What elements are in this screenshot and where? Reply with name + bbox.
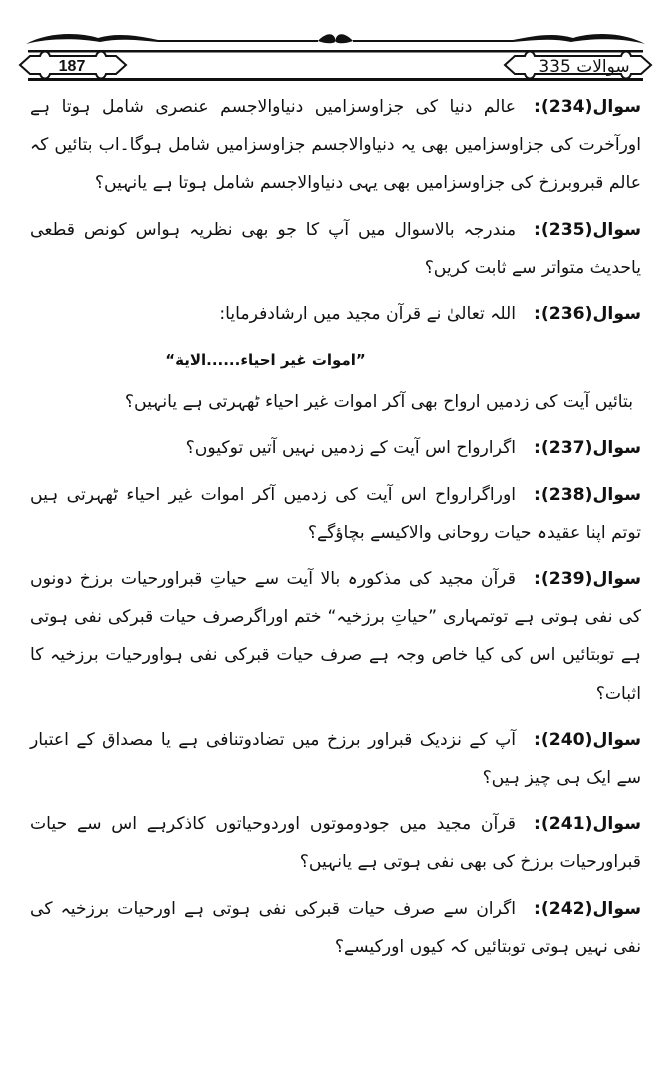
question-text: اگران سے صرف حیات قبرکی نفی ہوتی ہے اورحیات برزخیہ کی نفی نہیں ہوتی توبتائیں کہ کیوں اورکیسے؟ (30, 898, 641, 957)
question-238 (30, 476, 641, 552)
page-header (18, 30, 653, 86)
question-text: اگرارواح اس آیت کے زدمیں نہیں آتیں توکیوں؟ (185, 438, 517, 459)
question-text: مندرجہ بالاسوال میں آپ کا جو بھی نظریہ ہواس کونص قطعی یاحدیث متواتر سے ثابت کریں؟ (30, 219, 641, 278)
question-236-continuation: بتائیں آیت کی زدمیں ارواح بھی آکر اموات غیر احیاء ٹھہرتی ہے یانہیں؟ (124, 392, 633, 413)
question-236 (30, 295, 641, 333)
question-240 (30, 721, 641, 797)
ornament-swirl-right (353, 34, 645, 44)
question-label: سوال(235): (534, 219, 641, 240)
ornament-swirl-left (26, 34, 318, 44)
running-title: 335 سوالات (538, 57, 630, 77)
question-242 (30, 890, 641, 966)
question-label: سوال(237): (534, 438, 641, 459)
question-239 (30, 560, 641, 713)
question-237 (30, 429, 641, 467)
question-text: قرآن مجید میں جودوموتوں اوردوحیاتوں کاذکرہے اس سے حیات قبراورحیات برزخ کی بھی نفی ہوتی ہے یانہیں؟ (30, 814, 641, 873)
question-text: عالم دنیا کی جزاوسزامیں دنیاوالاجسم عنصری شامل ہوتا ہے اورآخرت کی جزاوسزامیں بھی یہ دنیاوالاجسم جزاوسزامیں شامل ہوگا۔اب بتائیں کہ عالم قبروبرزخ کی جزاوسزامیں بھی یہی دنیاوالاجسم شامل ہوتا ہے یانہیں؟ (30, 97, 641, 194)
question-label: سوال(236): (534, 304, 641, 325)
question-text: اوراگرارواح اس آیت کی زدمیں آکر اموات غیر احیاء ٹھہرتی ہیں توتم اپنا عقیدہ حیات روحانی والاکیسے بچاؤگے؟ (30, 484, 641, 543)
question-text: اللہ تعالیٰ نے قرآن مجید میں ارشادفرمایا: (219, 304, 517, 325)
question-label: سوال(240): (534, 729, 641, 750)
ornament-center (318, 34, 353, 43)
question-label: سوال(234): (534, 97, 641, 117)
question-label: سوال(241): (534, 814, 641, 835)
question-label: سوال(242): (534, 898, 641, 919)
verse-quote: ”اموات غیر احیاء......الایة“ (165, 351, 366, 370)
question-235 (30, 211, 641, 287)
question-234 (30, 88, 641, 203)
page-body (30, 88, 641, 974)
question-text: قرآن مجید کی مذکورہ بالا آیت سے حیاتِ قبراورحیات برزخ دونوں کی نفی ہوتی ہے توتمہاری ”حیاتِ برزخیہ“ ختم اوراگرصرف حیات قبرکی نفی ہوتی ہے توبتائیں اس کی کیا خاص وجہ ہے صرف حیات قبرکی نفی ہواورحیات برزخیہ کا اثبات؟ (30, 569, 641, 704)
question-label: سوال(239): (534, 569, 641, 590)
question-label: سوال(238): (534, 484, 641, 505)
question-241 (30, 805, 641, 881)
question-text: آپ کے نزدیک قبراور برزخ میں تضادوتنافی ہے یا مصداق کے اعتبار سے ایک ہی چیز ہیں؟ (30, 729, 641, 789)
page-number: 187 (58, 58, 86, 75)
